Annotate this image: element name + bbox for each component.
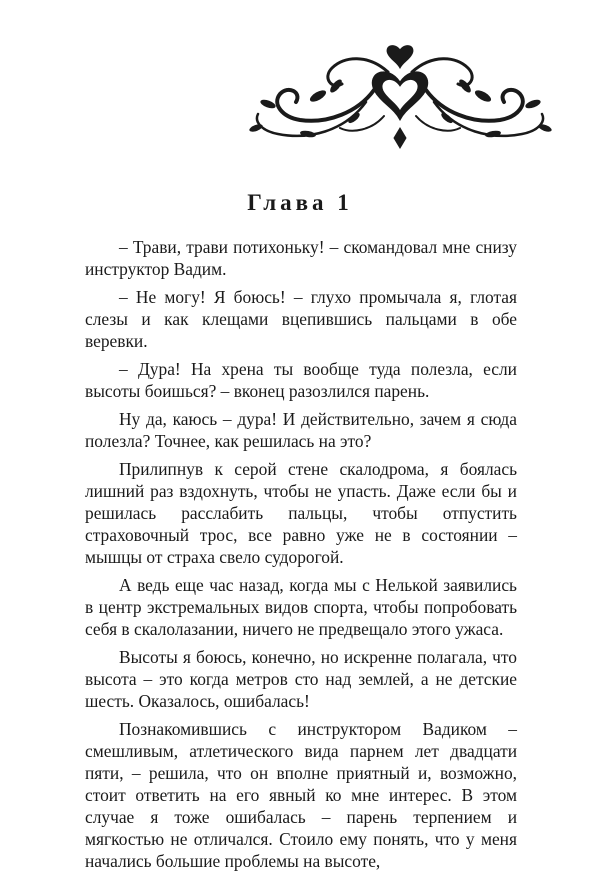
chapter-title: Глава 1 bbox=[247, 190, 353, 215]
paragraph: – Дура! На хрена ты вообще туда полезла, если высоты боишься? – вконец разозлился парень. bbox=[85, 359, 517, 401]
body-text bbox=[85, 236, 517, 878]
paragraph: – Не могу! Я боюсь! – глухо промычала я, глотая слезы и как клещами вцепившись пальцами в обе веревки. bbox=[85, 287, 517, 351]
paragraph: Ну да, каюсь – дура! И действительно, зачем я сюда полезла? Точнее, как решилась на это? bbox=[85, 409, 517, 451]
paragraph: А ведь еще час назад, когда мы с Нелькой заявились в центр экстремальных видов спорта, чтобы попробовать себя в скалолазании, ничего не предвещало этого ужаса. bbox=[85, 575, 517, 639]
paragraph: – Трави, трави потихоньку! – скомандовал мне снизу инструктор Вадим. bbox=[85, 237, 517, 279]
paragraph: Познакомившись с инструктором Вадиком – смешливым, атлетического вида парнем лет двадцати пяти, – решила, что он вполне приятный и, возможно, стоит ответить на его явный ко мне интерес. В этом случае я тоже ошибалась – парень терпением и мягкостью не отличался. Стоило ему понять, что у меня начались большие проблемы на высоте, bbox=[85, 719, 517, 871]
heart-flourish-icon bbox=[248, 42, 553, 150]
paragraph: Прилипнув к серой стене скалодрома, я боялась лишний раз вздохнуть, чтобы не упасть. Даже если бы и решилась расслабить пальцы, чтобы отпустить страховочный трос, все равно уже не в состоянии – мышцы от страха свело судорогой. bbox=[85, 459, 517, 567]
paragraph: Высоты я боюсь, конечно, но искренне полагала, что высота – это когда метров сто над землей, а не детские шесть. Оказалось, ошибалась! bbox=[85, 647, 517, 711]
